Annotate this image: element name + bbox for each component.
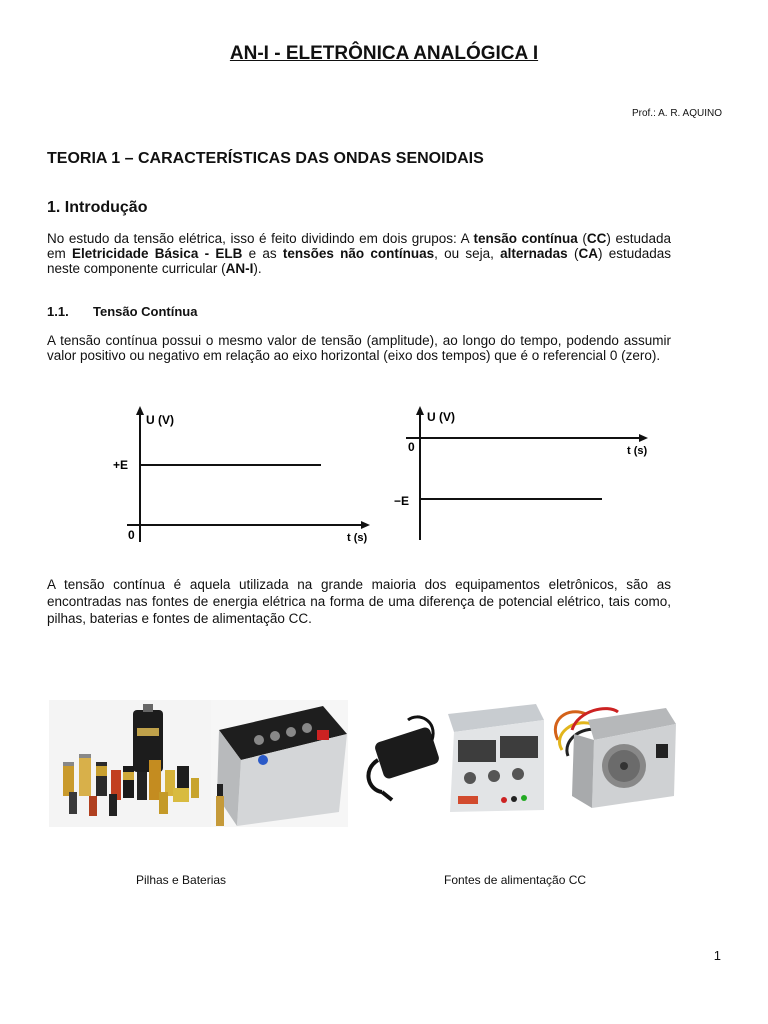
page-number: 1 <box>713 948 721 963</box>
y-axis-arrow <box>136 406 144 415</box>
car-battery-photo-icon <box>211 700 348 827</box>
intro-text-2: ( <box>577 231 587 246</box>
ac-adapter-photo-icon <box>358 700 440 810</box>
level-label: −E <box>394 494 410 508</box>
level-label: +E <box>113 458 129 472</box>
intro-text-4: ) estudada em <box>47 231 672 261</box>
intro-text-10: ( <box>567 246 579 261</box>
positive-dc-graph <box>105 402 375 547</box>
intro-bold-cc-term: tensão contínua <box>473 231 578 246</box>
subsection-paragraph-1: A tensão contínua possui o mesmo valor de tensão (amplitude), ao longo do tempo, podendo assumir valor positivo ou negativo em relação ao eixo horizontal (eixo dos tempos) que é o referencial 0 (zero). <box>47 333 671 363</box>
subsection-number: 1.1. <box>47 304 69 319</box>
document-title: AN-I - ELETRÔNICA ANALÓGICA I <box>229 43 539 64</box>
pc-power-supply-photo-icon <box>548 700 680 812</box>
x-axis-label: t (s) <box>347 532 368 544</box>
intro-heading-text: Introdução <box>64 199 148 216</box>
x-axis-arrow <box>361 521 370 529</box>
x-axis-label: t (s) <box>627 445 648 457</box>
intro-bold-alternadas: alternadas <box>500 246 568 261</box>
subsection-title: Tensão Contínua <box>93 304 198 319</box>
intro-text-8: , ou seja, <box>434 246 501 261</box>
origin-label: 0 <box>128 528 135 542</box>
subsection-heading <box>47 304 197 319</box>
intro-bold-nc: tensões não contínuas <box>282 246 435 261</box>
origin-label: 0 <box>408 440 415 454</box>
intro-text-14: ). <box>253 261 262 276</box>
intro-bold-ani: AN-I <box>225 261 254 276</box>
negative-dc-graph <box>390 402 660 547</box>
intro-bold-ca: CA <box>578 246 598 261</box>
intro-bold-elb: Eletricidade Básica - ELB <box>72 246 243 261</box>
intro-bold-cc: CC <box>586 231 607 246</box>
intro-text-12: ) estudadas neste componente curricular ( <box>47 246 671 276</box>
batteries-photo-icon <box>49 700 211 827</box>
y-axis-label: U (V) <box>427 410 455 424</box>
y-axis-arrow <box>416 406 424 415</box>
caption-power-supplies: Fontes de alimentação CC <box>444 873 587 887</box>
bench-power-supply-photo-icon <box>440 700 548 816</box>
caption-batteries: Pilhas e Baterias <box>136 873 227 887</box>
x-axis-arrow <box>639 434 648 442</box>
intro-text-6: e as <box>242 246 283 261</box>
intro-text-0: No estudo da tensão elétrica, isso é feito dividindo em dois grupos: A <box>47 231 474 246</box>
y-axis-label: U (V) <box>146 413 174 427</box>
subsection-paragraph-2: A tensão contínua é aquela utilizada na grande maioria dos equipamentos eletrônicos, são as encontradas nas fontes de energia elétrica na forma de uma diferença de potencial elétrico, tais como, pilhas, baterias e fontes de alimentação CC. <box>47 577 671 626</box>
section-heading: TEORIA 1 – CARACTERÍSTICAS DAS ONDAS SENOIDAIS <box>47 150 484 167</box>
intro-heading-number: 1. <box>47 199 61 216</box>
intro-heading <box>47 199 147 217</box>
intro-paragraph <box>47 231 671 276</box>
author-line: Prof.: A. R. AQUINO <box>631 108 722 119</box>
